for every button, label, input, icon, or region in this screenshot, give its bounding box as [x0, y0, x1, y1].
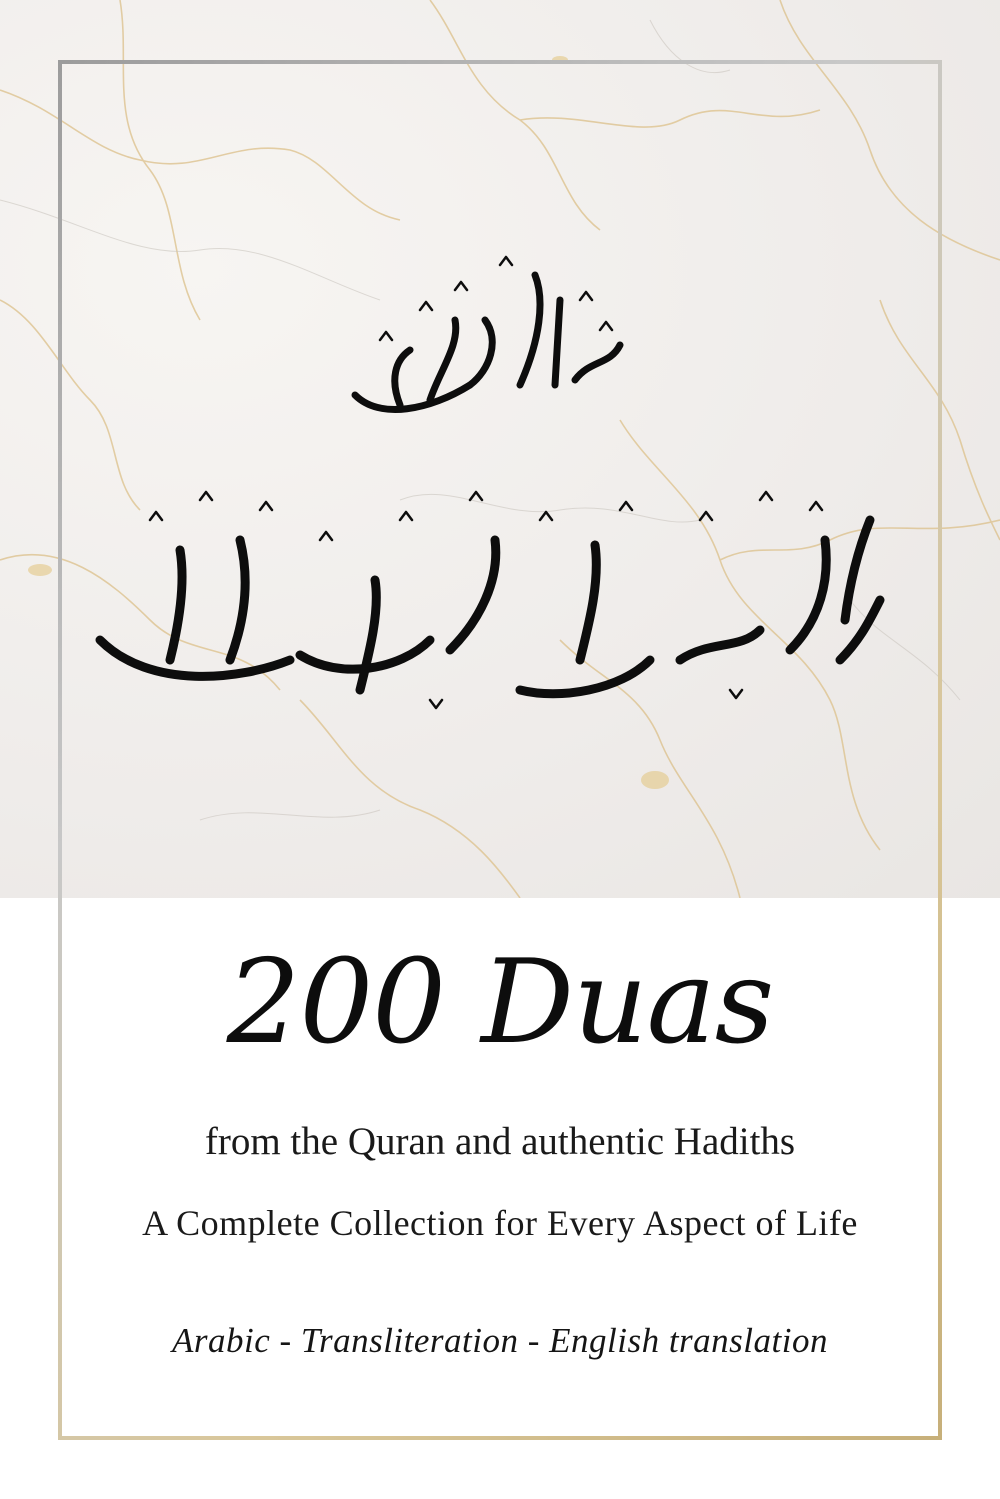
calligraphy-line-2 — [100, 520, 880, 694]
book-title: 200 Duas — [226, 935, 774, 1070]
calligraphy-line-1-marks — [380, 257, 612, 340]
book-tagline: A Complete Collection for Every Aspect of Life — [142, 1203, 858, 1243]
book-languages: Arabic - Transliteration - English translation — [172, 1321, 828, 1360]
book-subtitle: from the Quran and authentic Hadiths — [204, 1120, 796, 1163]
calligraphy-line-1 — [355, 275, 620, 409]
